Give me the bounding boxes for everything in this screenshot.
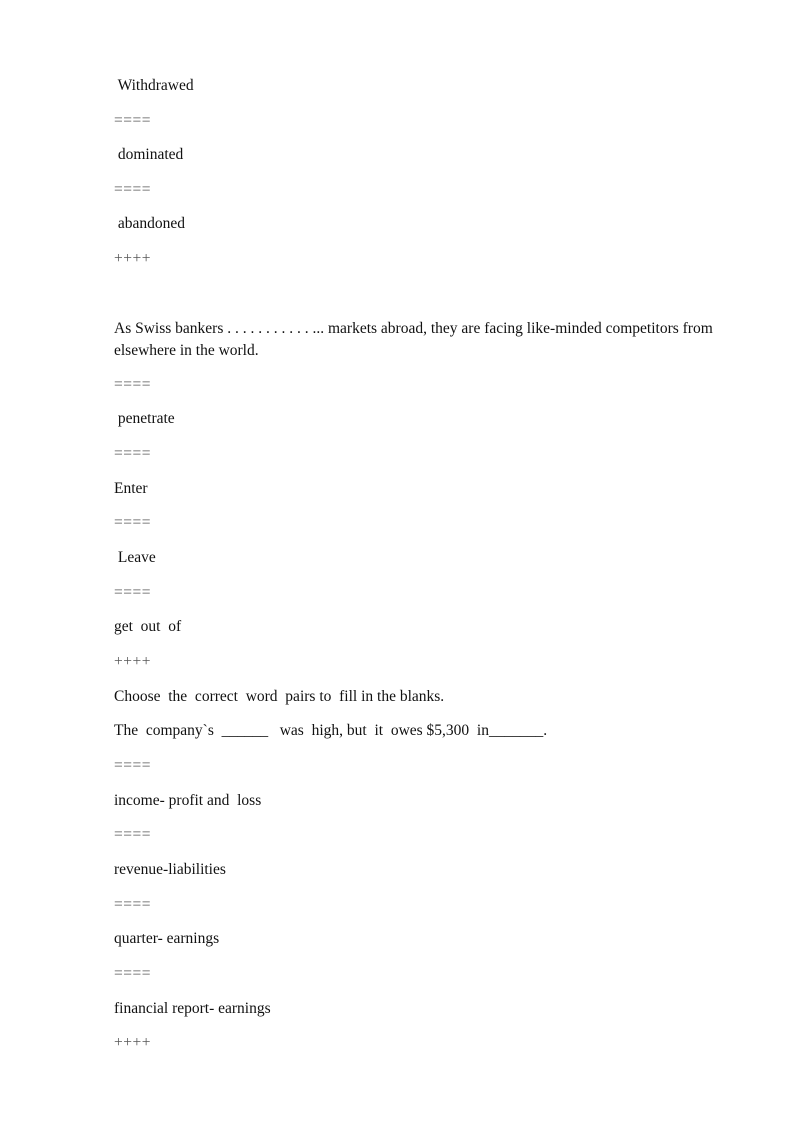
question-text: As Swiss bankers . . . . . . . . . . . ... markets abroad, they are facing like-minded competitors from elsewhere in the world. xyxy=(114,320,713,359)
separator: ==== xyxy=(114,584,151,601)
separator: ==== xyxy=(114,514,151,531)
separator: ==== xyxy=(114,965,151,982)
separator: ==== xyxy=(114,181,151,198)
option-text: get out of xyxy=(114,618,182,635)
separator: ==== xyxy=(114,896,151,913)
separator: ==== xyxy=(114,757,151,774)
separator: ==== xyxy=(114,445,151,462)
question-instruction: Choose the correct word pairs to fill in the blanks. xyxy=(114,688,445,705)
option-text: Withdrawed xyxy=(114,77,194,94)
separator: ==== xyxy=(114,826,151,843)
option-text: Leave xyxy=(114,549,156,566)
option-text: Enter xyxy=(114,480,148,497)
option-text: income- profit and loss xyxy=(114,792,262,809)
question-end-marker: ++++ xyxy=(114,250,151,267)
separator: ==== xyxy=(114,376,151,393)
question-end-marker: ++++ xyxy=(114,1034,151,1051)
option-text: abandoned xyxy=(114,215,186,232)
question-text: The company`s ______ was high, but it owes $5,300 in_______. xyxy=(114,722,548,739)
option-text: dominated xyxy=(114,146,184,163)
separator: ==== xyxy=(114,112,151,129)
option-text: penetrate xyxy=(114,410,175,427)
option-text: revenue-liabilities xyxy=(114,861,226,878)
question-end-marker: ++++ xyxy=(114,653,151,670)
option-text: quarter- earnings xyxy=(114,930,220,947)
option-text: financial report- earnings xyxy=(114,1000,271,1017)
